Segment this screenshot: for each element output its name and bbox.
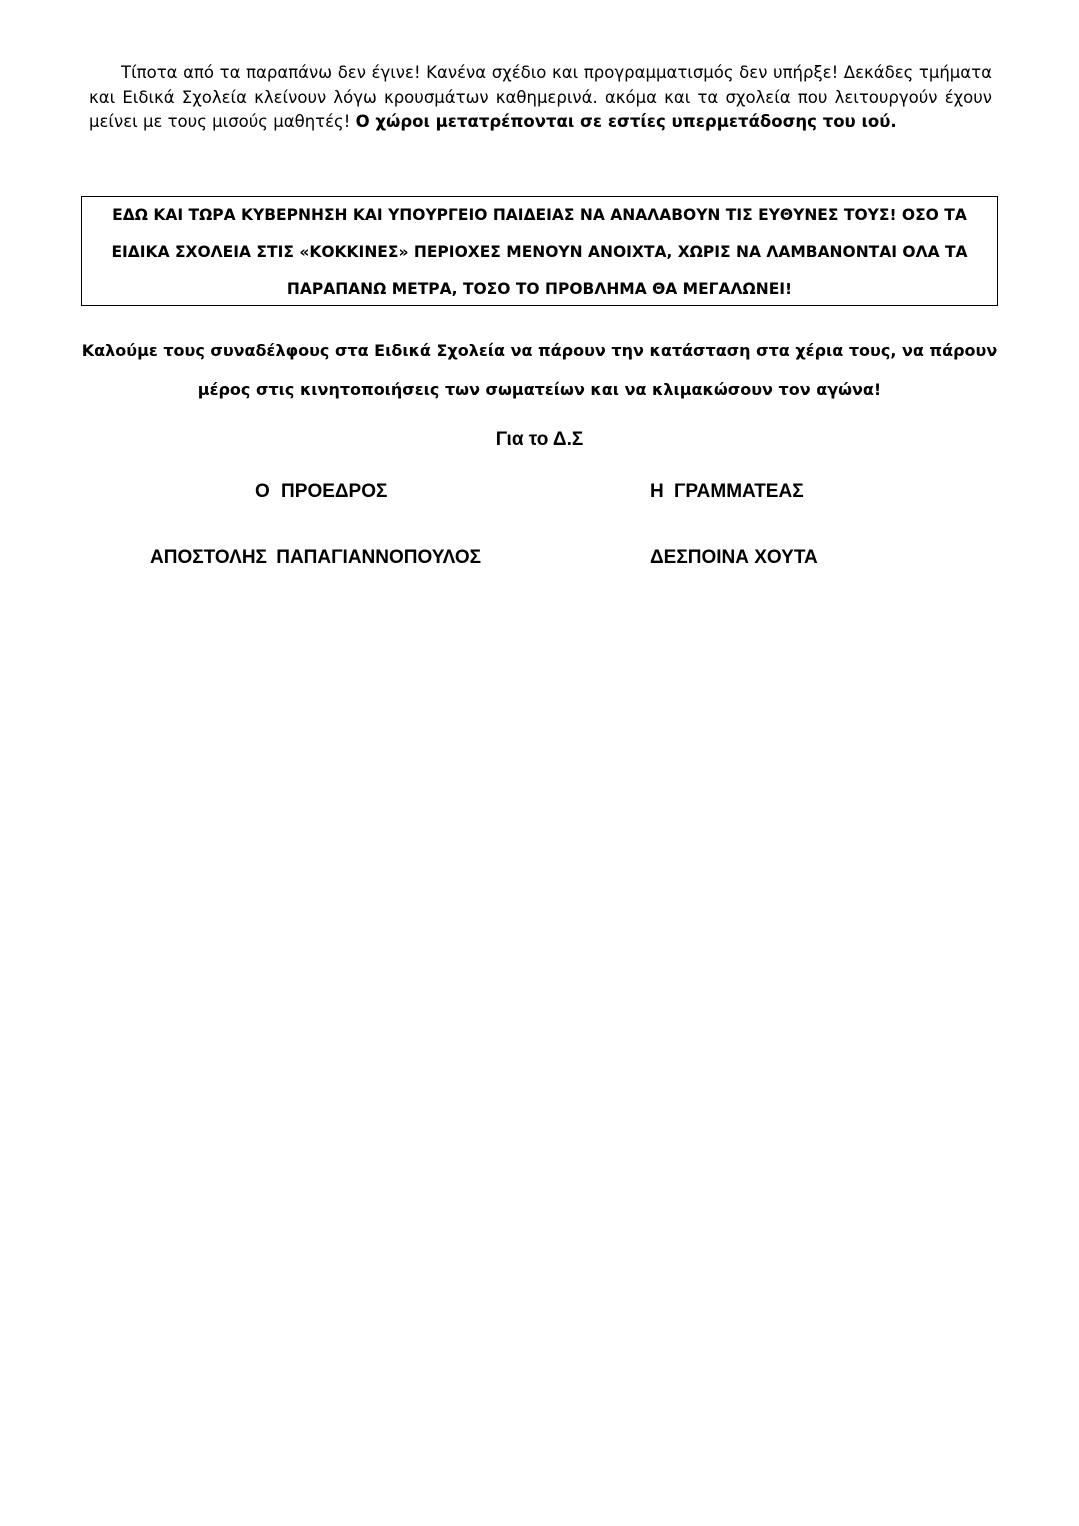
body-paragraph: [89, 61, 992, 135]
secretary-title: Η ΓΡΑΜΜΑΤΕΑΣ: [650, 481, 804, 502]
secretary-name: ΔΕΣΠΟΙΝΑ ΧΟΥΤΑ: [650, 547, 818, 568]
president-title: Ο ΠΡΟΕΔΡΟΣ: [255, 481, 388, 502]
body-paragraph-text: Τίποτα από τα παραπάνω δεν έγινε! Κανένα σχέδιο και προγραμματισμός δεν υπήρξε! Δεκάδες τμήματα και Ειδικά Σχολεία κλείνουν λόγω κρουσμάτων καθημερινά. ακόμα και τα σχολεία που λειτουργούν έχουν μείνει με τους μισούς μαθητές!: [89, 63, 992, 131]
for-board-heading: Για το Δ.Σ: [495, 429, 584, 450]
boxed-notice: ΕΔΩ ΚΑΙ ΤΩΡΑ ΚΥΒΕΡΝΗΣΗ ΚΑΙ ΥΠΟΥΡΓΕΙΟ ΠΑΙΔΕΙΑΣ ΝΑ ΑΝΑΛΑΒΟΥΝ ΤΙΣ ΕΥΘΥΝΕΣ ΤΟΥΣ! ΟΣΟ ΤΑ ΕΙΔΙΚΑ ΣΧΟΛΕΙΑ ΣΤΙΣ «ΚΟΚΚΙΝΕΣ» ΠΕΡΙΟΧΕΣ ΜΕΝΟΥΝ ΑΝΟΙΧΤΑ, ΧΩΡΙΣ ΝΑ ΛΑΜΒΑΝΟΝΤΑΙ ΟΛΑ ΤΑ ΠΑΡΑΠΑΝΩ ΜΕΤΡΑ, ΤΟΣΟ ΤΟ ΠΡΟΒΛΗΜΑ ΘΑ ΜΕΓΑΛΩΝΕΙ!: [81, 196, 998, 306]
president-name: ΑΠΟΣΤΟΛΗΣ ΠΑΠΑΓΙΑΝΝΟΠΟΥΛΟΣ: [150, 547, 482, 568]
call-to-action: Καλούμε τους συναδέλφους στα Ειδικά Σχολεία να πάρουν την κατάσταση στα χέρια τους, να πάρουν μέρος στις κινητοποιήσεις των σωματείων και να κλιμακώσουν τον αγώνα!: [81, 341, 998, 399]
body-paragraph-bold-text: Ο χώροι μετατρέπονται σε εστίες υπερμετάδοσης του ιού.: [355, 112, 897, 131]
